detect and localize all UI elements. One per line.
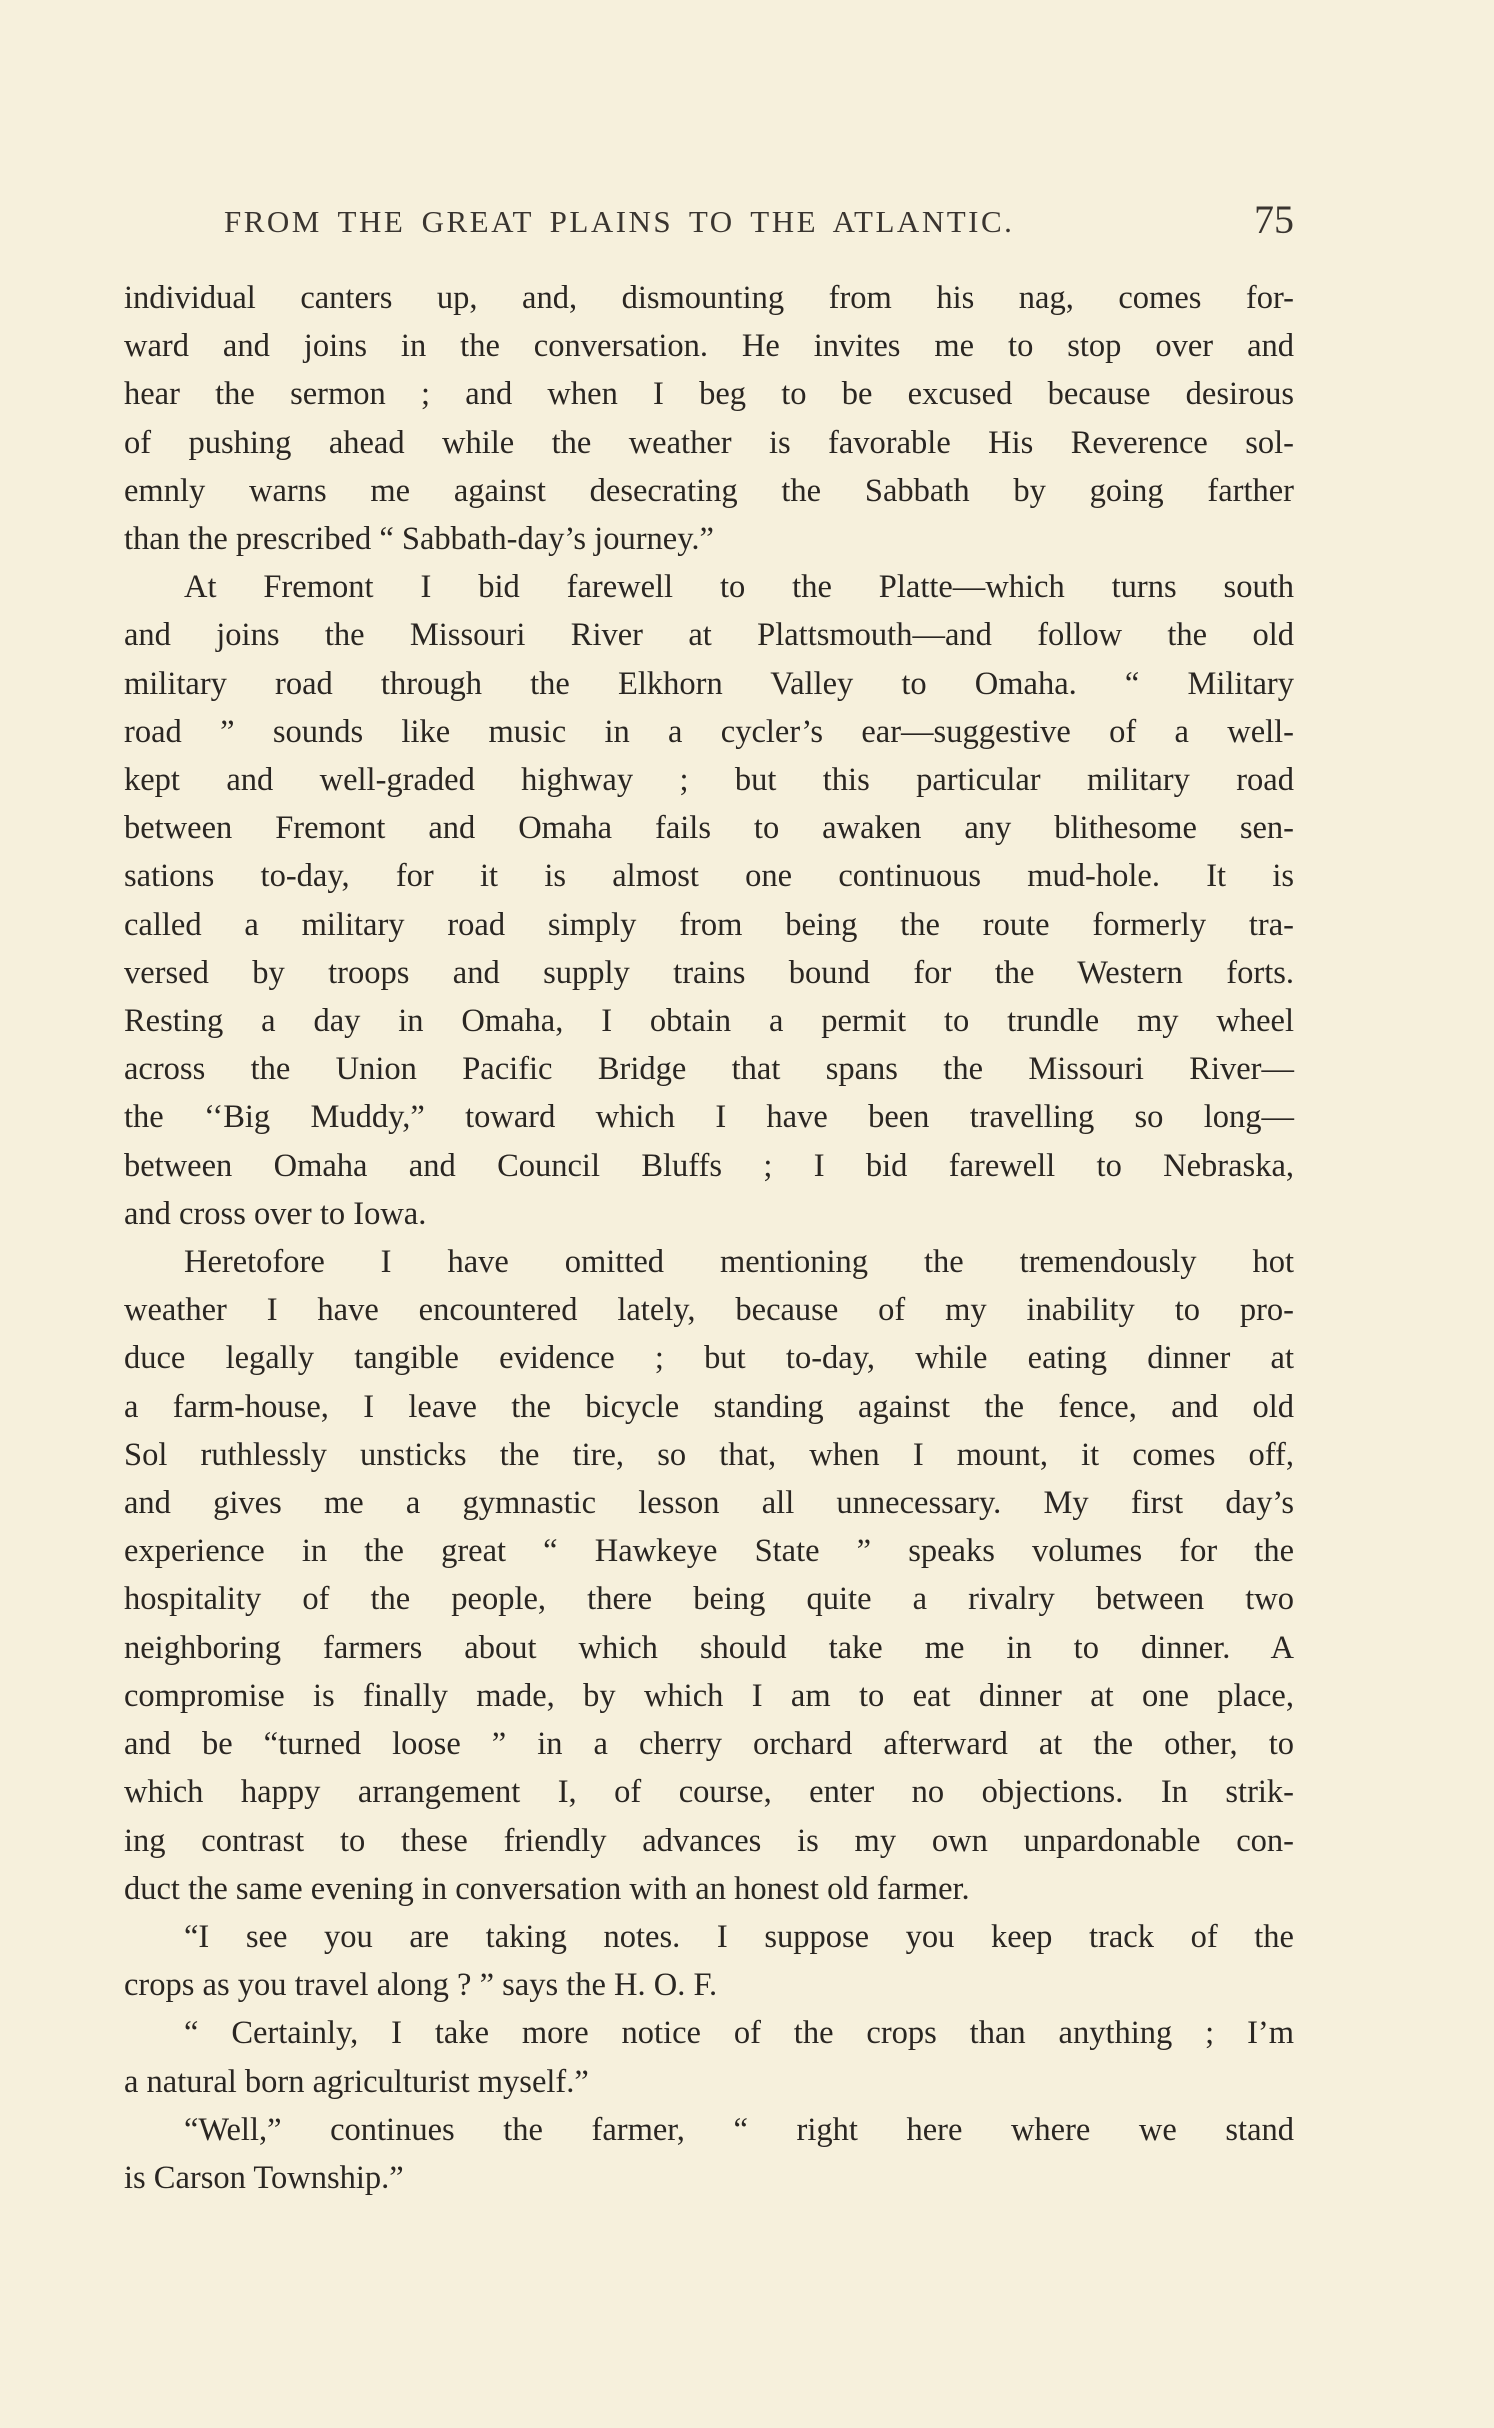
- text-line: which happy arrangement I, of course, enter no objections. In strik-: [124, 1774, 1294, 1811]
- text-line: hear the sermon ; and when I beg to be excused because desirous: [124, 376, 1294, 413]
- text-line: hospitality of the people, there being quite a rivalry between two: [124, 1581, 1294, 1618]
- text-line: across the Union Pacific Bridge that spans the Missouri River—: [124, 1051, 1294, 1088]
- text-line: called a military road simply from being the route formerly tra-: [124, 906, 1294, 943]
- text-line: compromise is finally made, by which I am to eat dinner at one place,: [124, 1677, 1294, 1714]
- text-line: weather I have encountered lately, because of my inability to pro-: [124, 1292, 1294, 1329]
- text-line: “I see you are taking notes. I suppose you keep track of the: [184, 1918, 1294, 1955]
- text-line: Heretofore I have omitted mentioning the tremendously hot: [184, 1244, 1294, 1281]
- text-line: emnly warns me against desecrating the Sabbath by going farther: [124, 472, 1294, 509]
- text-line: Resting a day in Omaha, I obtain a permit to trundle my wheel: [124, 1003, 1294, 1040]
- text-line: “Well,” continues the farmer, “ right here where we stand: [184, 2111, 1294, 2148]
- book-page: [124, 196, 1294, 2202]
- text-line: between Fremont and Omaha fails to awaken any blithesome sen-: [124, 810, 1294, 847]
- text-line: and joins the Missouri River at Plattsmouth—and follow the old: [124, 617, 1294, 654]
- text-line: neighboring farmers about which should take me in to dinner. A: [124, 1629, 1294, 1666]
- body-text: [124, 274, 1294, 2202]
- text-line: than the prescribed “ Sabbath-day’s journey.”: [124, 521, 714, 558]
- text-line: and cross over to Iowa.: [124, 1195, 427, 1232]
- text-line: kept and well-graded highway ; but this particular military road: [124, 762, 1294, 799]
- text-line: experience in the great “ Hawkeye State ” speaks volumes for the: [124, 1533, 1294, 1570]
- text-line: crops as you travel along ? ” says the H. O. F.: [124, 1967, 718, 2004]
- text-line: versed by troops and supply trains bound for the Western forts.: [124, 954, 1294, 991]
- text-line: sations to-day, for it is almost one continuous mud-hole. It is: [124, 858, 1294, 895]
- text-line: and gives me a gymnastic lesson all unnecessary. My first day’s: [124, 1485, 1294, 1522]
- text-line: duct the same evening in conversation with an honest old farmer.: [124, 1870, 970, 1907]
- text-line: between Omaha and Council Bluffs ; I bid farewell to Nebraska,: [124, 1147, 1294, 1184]
- text-line: ing contrast to these friendly advances is my own unpardonable con-: [124, 1822, 1294, 1859]
- text-line: duce legally tangible evidence ; but to-day, while eating dinner at: [124, 1340, 1294, 1377]
- page-number: 75: [1254, 197, 1294, 242]
- text-line: of pushing ahead while the weather is favorable His Reverence sol-: [124, 424, 1294, 461]
- text-line: road ” sounds like music in a cycler’s ear—suggestive of a well-: [124, 713, 1294, 750]
- text-line: military road through the Elkhorn Valley to Omaha. “ Military: [124, 665, 1294, 702]
- text-line: ward and joins in the conversation. He invites me to stop over and: [124, 328, 1294, 365]
- text-line: is Carson Township.”: [124, 2159, 404, 2196]
- text-line: At Fremont I bid farewell to the Platte—which turns south: [184, 569, 1294, 606]
- text-line: and be “turned loose ” in a cherry orchard afterward at the other, to: [124, 1726, 1294, 1763]
- text-line: a farm-house, I leave the bicycle standing against the fence, and old: [124, 1388, 1294, 1425]
- running-title: FROM THE GREAT PLAINS TO THE ATLANTIC.: [224, 204, 1015, 239]
- text-line: a natural born agriculturist myself.”: [124, 2063, 589, 2100]
- running-head: [124, 196, 1294, 252]
- text-line: Sol ruthlessly unsticks the tire, so that, when I mount, it comes off,: [124, 1436, 1294, 1473]
- text-line: “ Certainly, I take more notice of the crops than anything ; I’m: [184, 2015, 1294, 2052]
- text-line: individual canters up, and, dismounting from his nag, comes for-: [124, 280, 1294, 316]
- text-line: the ‘‘Big Muddy,” toward which I have been travelling so long—: [124, 1099, 1294, 1136]
